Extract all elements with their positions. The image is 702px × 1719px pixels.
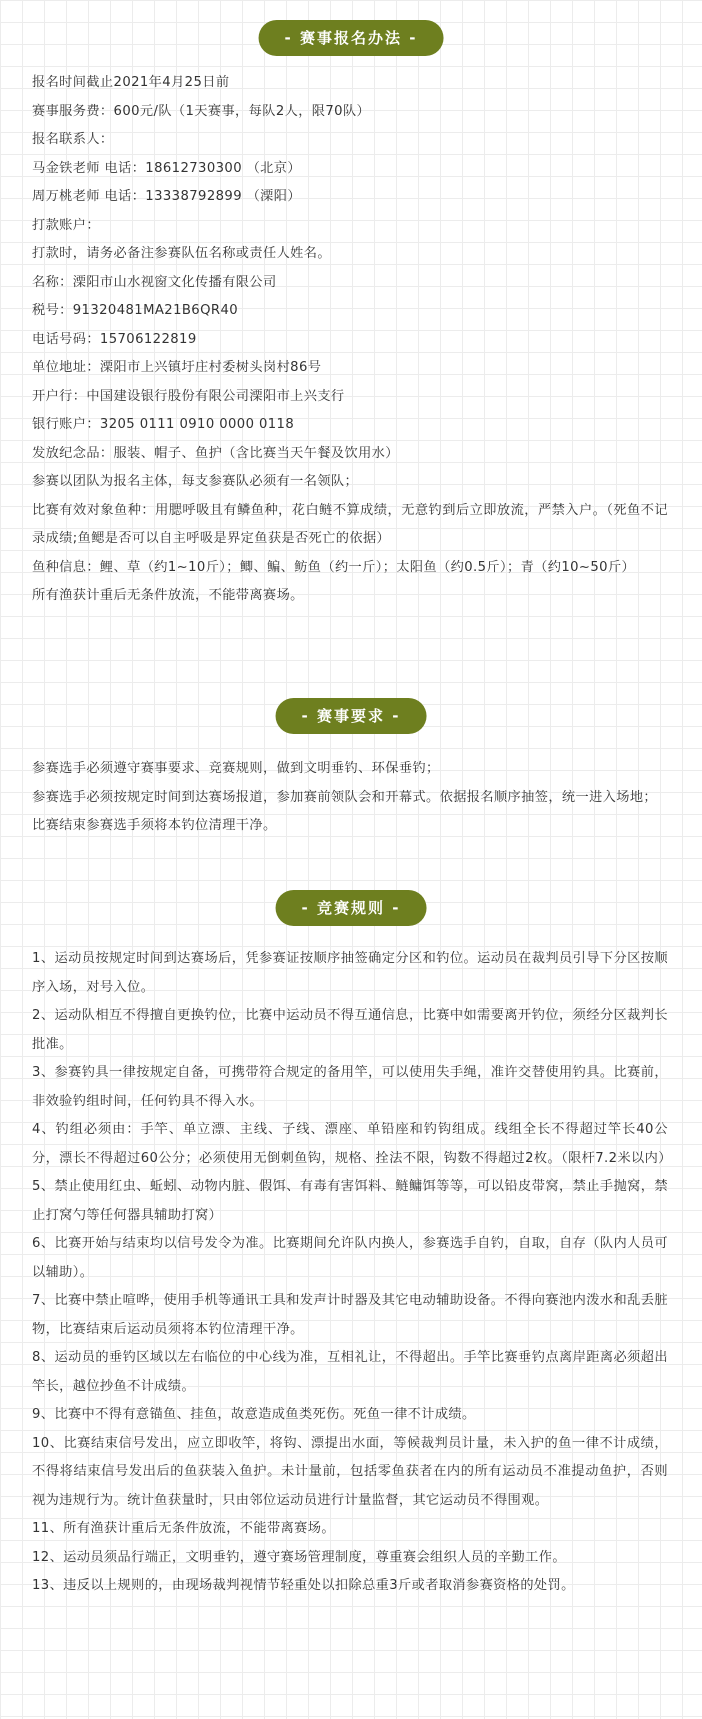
text-line: 单位地址：溧阳市上兴镇圩庄村委树头岗村86号	[32, 360, 322, 375]
text-line: 鱼种信息：鲤、草（约1~10斤）；鲫、鳊、鲂鱼（约一斤）；太阳鱼（约0.5斤）；青（约10~50斤）	[32, 559, 636, 575]
text-line: 1、运动员按规定时间到达赛场后，凭参赛证按顺序抽签确定分区和钓位。运动员在裁判员引导下分区按顺序入场，对号入位。	[32, 951, 668, 995]
text-line: 开户行：中国建设银行股份有限公司溧阳市上兴支行	[32, 388, 345, 404]
text-line: 赛事服务费：600元/队（1天赛事，每队2人，限70队）	[32, 103, 371, 119]
text-line: 打款时，请务必备注参赛队伍名称或责任人姓名。	[32, 246, 331, 261]
text-line: 比赛有效对象鱼种：用腮呼吸且有鳞鱼种，花白鲢不算成绩，无意钓到后立即放流，严禁入户。（死鱼不记录成绩;鱼鳃是否可以自主呼吸是界定鱼获是否死亡的依据）	[32, 502, 668, 546]
text-line: 所有渔获计重后无条件放流，不能带离赛场。	[32, 588, 304, 603]
text-line: 参赛选手必须按规定时间到达赛场报道，参加赛前领队会和开幕式。依据报名顺序抽签，统一进入场地；	[32, 789, 658, 805]
text-line: 13、违反以上规则的，由现场裁判视情节轻重处以扣除总重3斤或者取消参赛资格的处罚。	[32, 1578, 575, 1593]
text-line: 周万桃老师 电话：13338792899 （溧阳）	[32, 189, 301, 204]
text-line: 10、比赛结束信号发出，应立即收竿，将钩、漂提出水面，等候裁判员计量，未入护的鱼一律不计成绩，不得将结束信号发出后的鱼获装入鱼护。未计量前，包括零鱼获者在内的所有运动员不准提动鱼护，否则视为违规行为。统计鱼获量时，只由邻位运动员进行计量监督，其它运动员不得围观。	[32, 1435, 668, 1508]
text-line: 7、比赛中禁止喧哗，使用手机等通讯工具和发声计时器及其它电动辅助设备。不得向赛池内泼水和乱丢脏物，比赛结束后运动员须将本钓位清理干净。	[32, 1293, 668, 1337]
section-body	[32, 945, 672, 1601]
text-line: 打款账户：	[32, 217, 100, 233]
text-line: 12、运动员须品行端正，文明垂钓，遵守赛场管理制度，尊重赛会组织人员的辛勤工作。	[32, 1549, 566, 1565]
text-line: 发放纪念品：服装、帽子、鱼护（含比赛当天午餐及饮用水）	[32, 445, 399, 461]
text-line: 比赛结束参赛选手须将本钓位清理干净。	[32, 818, 277, 833]
text-line: 参赛以团队为报名主体，每支参赛队必须有一名领队；	[32, 474, 359, 489]
section-body	[32, 69, 668, 611]
text-line: 3、参赛钓具一律按规定自备，可携带符合规定的备用竿，可以使用失手绳，准许交替使用钓具。比赛前，非效验钓组时间，任何钓具不得入水。	[32, 1065, 668, 1109]
text-line: 4、钓组必须由：手竿、单立漂、主线、子线、漂座、单铅座和钓钩组成。线组全长不得超过竿长40公分，漂长不得超过60公分；必须使用无倒刺鱼钩，规格、拴法不限，钩数不得超过2枚。（限杆7.2米以内）	[32, 1122, 672, 1166]
text-line: 银行账户：3205 0111 0910 0000 0118	[32, 417, 295, 432]
text-line: 报名时间截止2021年4月25日前	[32, 75, 230, 90]
text-line: 参赛选手必须遵守赛事要求、竞赛规则，做到文明垂钓、环保垂钓；	[32, 761, 440, 776]
section-title: - 赛事报名办法 -	[259, 20, 444, 56]
text-line: 名称：溧阳市山水视窗文化传播有限公司	[32, 274, 277, 290]
section-body	[32, 755, 668, 841]
text-line: 11、所有渔获计重后无条件放流，不能带离赛场。	[32, 1521, 335, 1536]
text-line: 电话号码：15706122819	[32, 331, 197, 347]
text-line: 2、运动队相互不得擅自更换钓位，比赛中运动员不得互通信息，比赛中如需要离开钓位，须经分区裁判长批准。	[32, 1008, 668, 1052]
section-title: - 竞赛规则 -	[276, 890, 427, 926]
text-line: 5、禁止使用红虫、蚯蚓、动物内脏、假饵、有毒有害饵料、鲢鳙饵等等，可以铅皮带窝，禁止手抛窝，禁止打窝勺等任何器具辅助打窝）	[32, 1179, 668, 1223]
text-line: 税号：91320481MA21B6QR40	[32, 303, 239, 318]
text-line: 8、运动员的垂钓区域以左右临位的中心线为准，互相礼让，不得超出。手竿比赛垂钓点离岸距离必须超出竿长，越位抄鱼不计成绩。	[32, 1350, 668, 1394]
section-title: - 赛事要求 -	[276, 698, 427, 734]
text-line: 马金铁老师 电话：18612730300 （北京）	[32, 160, 301, 176]
text-line: 9、比赛中不得有意锚鱼、挂鱼，故意造成鱼类死伤。死鱼一律不计成绩。	[32, 1407, 476, 1422]
text-line: 报名联系人：	[32, 132, 114, 147]
text-line: 6、比赛开始与结束均以信号发令为准。比赛期间允许队内换人，参赛选手自钓，自取，自存（队内人员可以辅助）。	[32, 1236, 668, 1280]
